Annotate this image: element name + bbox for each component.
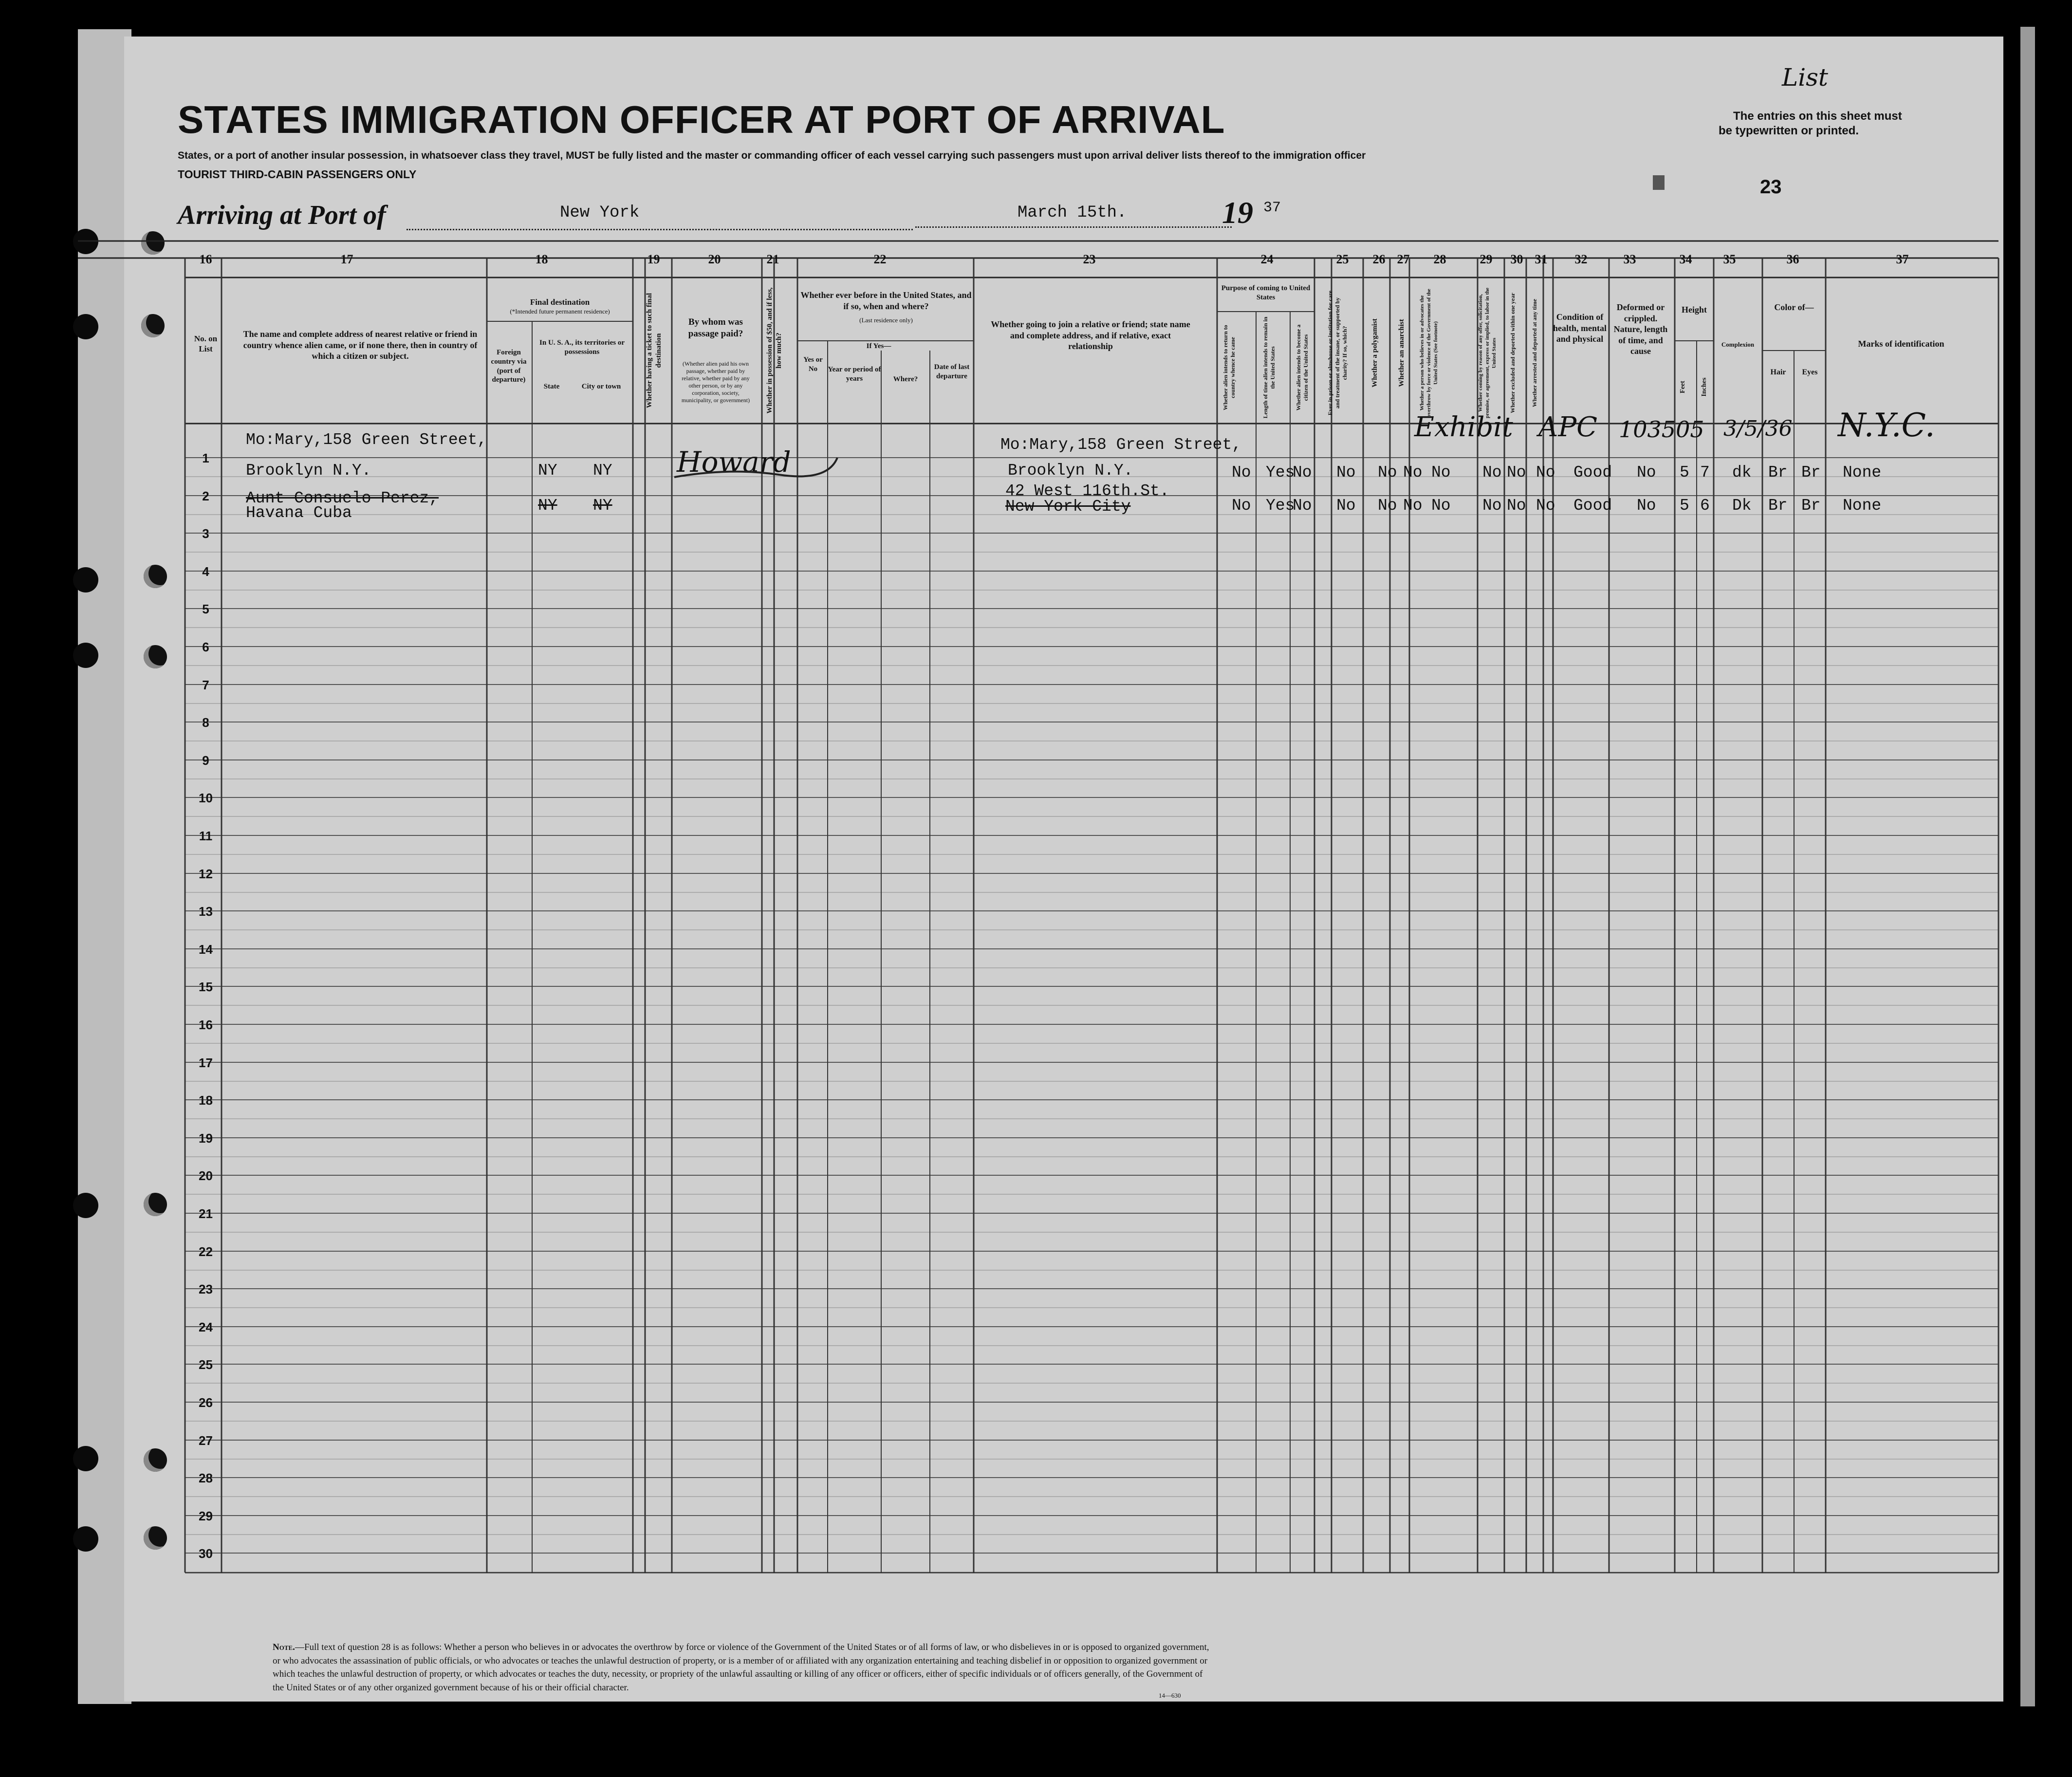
- header-prison: Ever in prison or almshouse or institution for care and treatment of the insane, or supported by charity? If so, which?: [1327, 290, 1348, 416]
- row-number: 7: [202, 678, 209, 692]
- row1-city: NY: [593, 462, 612, 480]
- row2-return: No: [1232, 497, 1251, 515]
- row-number: 22: [199, 1244, 213, 1259]
- annotation-exhibit: Exhibit: [1414, 411, 1513, 443]
- column-number: 33: [1623, 252, 1636, 266]
- row2-deformed: No: [1637, 497, 1656, 515]
- row-number: 15: [199, 980, 213, 994]
- column-number: 30: [1510, 252, 1523, 266]
- header-date-departure: Date of last departure: [934, 363, 970, 380]
- footnote-text: —Full text of question 28 is as follows: Whether a person who believes in or advocates the overthrow by force or violence of the Government of the United States or of all forms of law, or who disbelieves in or is opposed to organized government, or who advocates the assassination of public officials, or who advocates or teaches the unlawful destruction of property, or is a member of or affiliated with any organization entertaining and teaching disbelief in or opposition to organized government or which teaches the unlawful destruction of property, or which advocates or teaches the duty, necessity, or propriety of the unlawful assaulting or killing of any officer or officers, either of specific individuals or of officers generally, of the Government of the United States or of any other organized government because of his or their official character.: [273, 1642, 1209, 1693]
- header-yes-no: Yes or No: [803, 356, 823, 373]
- row1-relative-line1: Mo:Mary,158 Green Street,: [246, 431, 487, 449]
- header-nearest-relative: The name and complete address of nearest relative or friend in country whence alien came, or if none there, then in country of which a citizen or subject.: [243, 329, 478, 361]
- header-complexion: Complexion: [1721, 341, 1755, 348]
- column-number: 34: [1679, 252, 1692, 266]
- entries-note-2: be typewritten or printed.: [1719, 124, 1859, 137]
- row1-prison: No: [1336, 463, 1356, 481]
- header-passage-paid: By whom was passage paid?: [688, 317, 743, 339]
- column-number: 20: [708, 252, 721, 266]
- row-number: 27: [199, 1433, 213, 1448]
- column-number: 24: [1260, 252, 1274, 266]
- header-fifty-dollars: Whether in possession of $50, and if less, how much?: [766, 287, 783, 414]
- row2-join-line1: 42 West 116th.St.: [1005, 482, 1169, 500]
- column-number: 21: [766, 252, 779, 266]
- row2-anarchist: No: [1403, 497, 1423, 515]
- list-label: List: [1782, 63, 1828, 92]
- year-prefix: 19: [1222, 195, 1253, 230]
- row1-passage-strike: [672, 453, 847, 487]
- row1-feet: 5: [1680, 463, 1689, 481]
- form-subtitle: States, or a port of another insular possession, in whatsoever class they travel, MUST be fully listed and the master or commanding officer of each vessel carrying such passengers must upon arrival deliver lists thereof to the immigration officer: [178, 150, 1366, 161]
- row-number: 3: [202, 526, 209, 541]
- header-purpose: Purpose of coming to United States: [1221, 284, 1311, 301]
- header-no-on-list: No. on List: [194, 334, 218, 354]
- row2-advocate: No: [1431, 497, 1451, 515]
- row1-excluded: No: [1507, 463, 1526, 481]
- column-number: 17: [340, 252, 353, 266]
- row2-remain: No: [1293, 497, 1312, 515]
- header-foreign-country: Foreign country via (port of departure): [491, 349, 527, 384]
- row-number: 16: [199, 1018, 213, 1032]
- row-number: 11: [199, 829, 213, 843]
- row-number: 12: [199, 867, 213, 881]
- row1-deported: No: [1536, 463, 1555, 481]
- header-height: Height: [1682, 305, 1707, 315]
- row-number: 4: [202, 564, 209, 579]
- annotation-city: N.Y.C.: [1838, 407, 1935, 444]
- entries-note-1: The entries on this sheet must: [1733, 110, 1902, 123]
- column-number: 36: [1786, 252, 1799, 266]
- arrival-date: March 15th.: [1018, 204, 1127, 222]
- header-if-yes: If Yes—: [866, 342, 891, 350]
- column-number: 23: [1083, 252, 1096, 266]
- annotation-file-number: 103505: [1619, 416, 1704, 443]
- footnote: [273, 1641, 1212, 1694]
- row2-eyes: Br: [1801, 497, 1821, 515]
- column-number: 28: [1433, 252, 1446, 266]
- row1-remain: No: [1293, 463, 1312, 481]
- header-ever-before: Whether ever before in the United States, and if so, when and where?: [800, 290, 972, 311]
- header-deported: Whether arrested and deported at any time: [1531, 298, 1538, 407]
- header-labor-offer: Whether coming by reason of any offer, solicitation, promise, or agreement, express or implied, to labor in the United States: [1478, 287, 1497, 419]
- row2-feet: 5: [1680, 497, 1689, 515]
- row1-polygamist: No: [1378, 463, 1397, 481]
- annotation-date: 3/5/36: [1723, 416, 1793, 441]
- arriving-label: Arriving at Port of: [178, 200, 386, 230]
- row-number: 28: [199, 1471, 213, 1485]
- annotation-code: APC: [1538, 411, 1597, 443]
- row2-labor: No: [1482, 497, 1502, 515]
- row2-prison: No: [1336, 497, 1356, 515]
- row-number: 8: [202, 715, 209, 730]
- row1-complexion: dk: [1732, 463, 1752, 481]
- header-in-usa: In U. S. A., its territories or possessions: [539, 339, 625, 356]
- column-number: 29: [1480, 252, 1493, 266]
- row-number: 6: [202, 640, 209, 654]
- row1-deformed: No: [1637, 463, 1656, 481]
- column-number: 26: [1372, 252, 1386, 266]
- column-number: 32: [1574, 252, 1588, 266]
- header-passage-paid-note: (Whether alien paid his own passage, whether paid by relative, whether paid by any other person, or by any corporation, society, municipality, or government): [681, 360, 750, 404]
- row2-marks: None: [1843, 497, 1882, 515]
- row-number: 24: [199, 1320, 213, 1334]
- row-number: 30: [199, 1546, 213, 1561]
- header-become-citizen: Whether alien intends to become a citizen of the United States: [1295, 324, 1309, 411]
- header-color-of: Color of—: [1774, 302, 1814, 312]
- column-number: 31: [1535, 252, 1548, 266]
- header-polygamist: Whether a polygamist: [1371, 318, 1379, 388]
- row-number: 5: [202, 602, 209, 616]
- row2-inches: 6: [1700, 497, 1710, 515]
- footnote-label: Note.: [273, 1642, 295, 1652]
- row1-hair: Br: [1768, 463, 1788, 481]
- row1-join-line2: Brooklyn N.Y.: [1008, 462, 1133, 480]
- row1-eyes: Br: [1801, 463, 1821, 481]
- row2-complexion: Dk: [1732, 497, 1752, 515]
- form-number: 14—630: [1159, 1692, 1181, 1699]
- header-excluded: Whether excluded and deported within one year: [1509, 293, 1516, 413]
- header-feet: Feet: [1679, 381, 1686, 393]
- header-health: Condition of health, mental and physical: [1553, 312, 1607, 344]
- column-number: 18: [535, 252, 548, 266]
- header-ever-before-note: (Last residence only): [859, 316, 913, 324]
- row-number: 25: [199, 1357, 213, 1372]
- header-city: City or town: [581, 383, 621, 390]
- row-number: 29: [199, 1509, 213, 1523]
- row-number: 1: [202, 451, 209, 465]
- row2-health: Good: [1573, 497, 1612, 515]
- row1-marks: None: [1843, 463, 1882, 481]
- header-final-destination: Final destination: [530, 297, 590, 307]
- row-number: 23: [199, 1282, 213, 1296]
- column-number: 25: [1336, 252, 1349, 266]
- row1-labor: No: [1482, 463, 1502, 481]
- row2-hair: Br: [1768, 497, 1788, 515]
- column-number: 37: [1896, 252, 1909, 266]
- row-number: 14: [199, 942, 213, 957]
- row2-relative-line2: Havana Cuba: [246, 504, 352, 522]
- row2-join-line2: New York City: [1005, 498, 1131, 516]
- row-number: 17: [199, 1055, 213, 1070]
- row-number: 13: [199, 904, 213, 919]
- header-advocates-overthrow: Whether a person who believes in or advocates the overthrow by force or violence of the Government of the United States (See footnote): [1419, 289, 1439, 417]
- header-year-period: Year or period of years: [828, 366, 881, 383]
- column-number: 35: [1723, 252, 1736, 266]
- row2-relative-line1: Aunt Consuelo Perez,: [246, 489, 439, 507]
- column-number: 16: [199, 252, 212, 266]
- header-marks: Marks of identification: [1858, 339, 1944, 349]
- column-number: 27: [1397, 252, 1410, 266]
- row2-polygamist: No: [1378, 497, 1397, 515]
- row1-return: No: [1232, 463, 1251, 481]
- header-hair: Hair: [1770, 368, 1786, 376]
- row1-state: NY: [538, 462, 557, 480]
- row1-advocate: No: [1431, 463, 1451, 481]
- header-anarchist: Whether an anarchist: [1398, 319, 1406, 387]
- row2-deported: No: [1536, 497, 1555, 515]
- row-number: 2: [202, 489, 209, 503]
- row2-state: NY: [538, 497, 557, 515]
- header-ticket: Whether having a ticket to such final destination: [646, 293, 663, 408]
- row1-join-line1: Mo:Mary,158 Green Street,: [1000, 436, 1242, 454]
- row1-citizen: Yes: [1266, 463, 1295, 481]
- header-length-stay: Length of time alien intends to remain in the United States: [1262, 316, 1276, 419]
- header-join-relative: Whether going to join a relative or friend; state name and complete address, and if relative, exact relationship: [991, 319, 1190, 351]
- row1-relative-line2: Brooklyn N.Y.: [246, 462, 371, 480]
- row1-anarchist: No: [1403, 463, 1423, 481]
- port-of-arrival: New York: [560, 204, 640, 222]
- row-number: 9: [202, 753, 209, 768]
- header-eyes: Eyes: [1802, 368, 1818, 376]
- header-deformed: Deformed or crippled. Nature, length of time, and cause: [1613, 302, 1668, 356]
- row-number: 10: [199, 791, 213, 805]
- passenger-class: TOURIST THIRD-CABIN PASSENGERS ONLY: [178, 168, 417, 181]
- column-number: 19: [647, 252, 660, 266]
- header-where: Where?: [893, 375, 918, 383]
- form-title: STATES IMMIGRATION OFFICER AT PORT OF ARRIVAL: [178, 98, 1225, 141]
- row2-citizen: Yes: [1266, 497, 1295, 515]
- row-number: 20: [199, 1168, 213, 1183]
- header-intends-return: Whether alien intends to return to country whence he came: [1222, 325, 1236, 410]
- year-suffix: 37: [1263, 200, 1281, 216]
- header-inches: Inches: [1701, 377, 1708, 397]
- row-number: 21: [199, 1206, 213, 1221]
- header-final-destination-note: (*Intended future permanent residence): [510, 308, 610, 315]
- column-number: 22: [873, 252, 887, 266]
- row-number: 19: [199, 1131, 213, 1146]
- sheet-number: 23: [1760, 176, 1782, 198]
- row1-passage-paid: Howard: [677, 445, 791, 479]
- row-number: 18: [199, 1093, 213, 1108]
- row2-excluded: No: [1507, 497, 1526, 515]
- row2-city: NY: [593, 497, 612, 515]
- row-number: 26: [199, 1395, 213, 1410]
- header-state: State: [543, 383, 560, 390]
- row1-health: Good: [1573, 463, 1612, 481]
- row1-inches: 7: [1700, 463, 1710, 481]
